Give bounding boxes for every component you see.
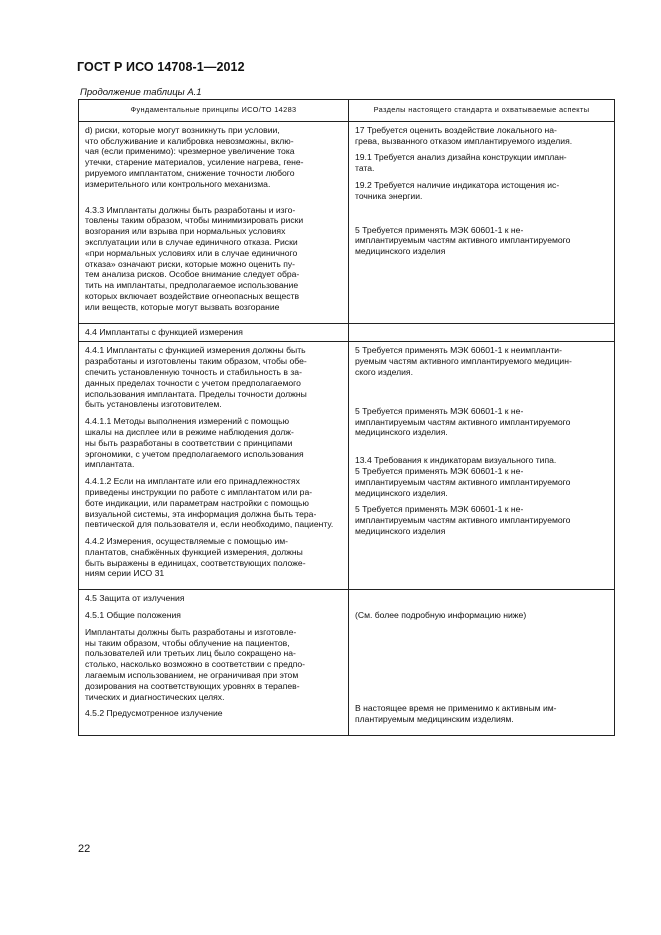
sections-cell	[349, 590, 615, 735]
item-d	[85, 125, 342, 190]
text-line: шкалы на дисплее или в режиме наблюдения долж-	[85, 426, 294, 437]
text-line: 5 Требуется применять МЭК 60601-1 к не-	[355, 224, 524, 235]
text-line: имплантируемым частям активного имплантируемого	[355, 416, 571, 427]
text-line: дозирования на соответствующих уровнях в терапев-	[85, 680, 300, 691]
item-4-5-2: 4.5.2 Предусмотренное излучение	[85, 708, 223, 719]
text-line: использования имплантата. Пределы точности должны	[85, 388, 307, 399]
section-13-4	[355, 455, 608, 498]
text-line: отказа» означают риски, которые можно оценить пу-	[85, 258, 296, 269]
text-line: приведены инструкции по работе с имплантатом или ра-	[85, 486, 313, 497]
text-line: спечить установленную точность и стабильность в за-	[85, 366, 302, 377]
item-4-4-1-1	[85, 416, 342, 470]
table-row	[79, 121, 615, 323]
text-line: точника энергии.	[355, 190, 423, 201]
section-heading-4-4: 4.4 Имплантаты с функцией измерения	[79, 323, 349, 342]
text-line: 4.3.3 Имплантаты должны быть разработаны и изго-	[85, 204, 296, 215]
text-line: 4.4.1 Имплантаты с функцией измерения должны быть	[85, 345, 306, 356]
table-row	[79, 323, 615, 342]
text-line: возгорания или взрыва при нормальных условиях	[85, 226, 286, 237]
text-line: имплантируемым частям активного имплантируемого	[355, 476, 571, 487]
text-line: столько, насколько возможно в соответствии с предпо-	[85, 659, 306, 670]
text-line: грева, вызванного отказом имплантируемого изделия.	[355, 135, 573, 146]
text-line: 19.1 Требуется анализ дизайна конструкции имплан-	[355, 152, 567, 163]
text-line: визуальной системы, эта информация должна быть тера-	[85, 508, 317, 519]
section-17	[355, 125, 608, 147]
text-line: певтической для пользователя и, если необходимо, пациенту.	[85, 519, 334, 530]
section-heading-4-5: 4.5 Защита от излучения	[85, 593, 185, 604]
text-line: имплантируемым частям активного имплантируемого	[355, 235, 571, 246]
text-line: медицинского изделия	[355, 246, 446, 257]
text-line: тить на имплантаты, предполагаемое использование	[85, 280, 299, 291]
principles-cell	[79, 590, 349, 735]
column-header-sections: Разделы настоящего стандарта и охватываемые аспекты	[349, 100, 615, 122]
table-caption: Продолжение таблицы А.1	[80, 87, 202, 98]
column-header-principles: Фундаментальные принципы ИСО/ТО 14283	[79, 100, 349, 122]
text-line: боте индикации, или параметрам настройки с помощью	[85, 497, 309, 508]
text-line: имплантата.	[85, 459, 135, 470]
text-line: медицинского изделия.	[355, 427, 448, 438]
text-line: тических и диагностических целях.	[85, 691, 225, 702]
text-line: что обслуживание и калибровка невозможны, вклю-	[85, 135, 294, 146]
text-line: 17 Требуется оценить воздействие локального на-	[355, 124, 557, 135]
principles-cell	[79, 121, 349, 323]
item-4-4-1-2	[85, 476, 342, 530]
text-line: 4.4.2 Измерения, осуществляемые с помощью им-	[85, 536, 289, 547]
text-line: ны таким образом, чтобы облучение на пациентов,	[85, 637, 290, 648]
text-line: тата.	[355, 163, 375, 174]
text-line: медицинского изделия	[355, 525, 446, 536]
text-line: лагаемым использованием, не ограничивая при этом	[85, 670, 299, 681]
item-4-4-1	[85, 345, 342, 410]
document-header: ГОСТ Р ИСО 14708-1—2012	[77, 60, 245, 74]
text-line: руемым частям активного имплантируемого медицин-	[355, 356, 572, 367]
item-4-4-2	[85, 536, 342, 579]
text-line: рируемого имплантатом, снижение точности любого	[85, 167, 295, 178]
text-line: которых включает воздействие огнеопасных веществ	[85, 290, 300, 301]
standards-table	[78, 99, 615, 736]
text-line: медицинского изделия.	[355, 487, 448, 498]
page-number: 22	[78, 843, 91, 855]
table-row	[79, 590, 615, 735]
text-line: плантатов, снабжённых функцией измерения, должны	[85, 546, 303, 557]
text-line: 4.4.1.2 Если на имплантате или его принадлежностях	[85, 476, 300, 487]
text-line: утечки, старение материалов, усиление нагрева, гене-	[85, 157, 304, 168]
item-4-3-3	[85, 205, 342, 313]
text-line: эргономики, с учетом предполагаемого использования	[85, 448, 304, 459]
text-line: быть установлены изготовителем.	[85, 399, 222, 410]
sections-cell	[349, 342, 615, 590]
table-row	[79, 342, 615, 590]
text-line: товлены таким образом, чтобы минимизировать риски	[85, 215, 304, 226]
text-line: плантируемым медицинским изделиям.	[355, 713, 514, 724]
text-line: Имплантаты должны быть разработаны и изготовле-	[85, 626, 297, 637]
text-line: или веществ, которые могут вызвать возгорание	[85, 301, 280, 312]
text-line: пользователей или третьих лиц было сокращено на-	[85, 648, 296, 659]
section-19-1	[355, 152, 608, 174]
text-line: 4.4.1.1 Методы выполнения измерений с помощью	[85, 416, 290, 427]
text-line: быть выражены в единицах, соответствующих положе-	[85, 557, 306, 568]
section-5-iec	[355, 406, 608, 438]
text-line: чая (если применимо): чрезмерное увеличение тока	[85, 146, 295, 157]
text-line: «при нормальных условиях или в случае единичного	[85, 247, 298, 258]
section-not-applicable	[355, 703, 608, 725]
text-line: тем анализа рисков. Особое внимание следует обра-	[85, 269, 300, 280]
item-4-5-1-body	[85, 627, 342, 703]
section-see-below: (См. более подробную информацию ниже)	[355, 610, 527, 621]
section-5-iec	[355, 504, 608, 536]
text-line: 5 Требуется применять МЭК 60601-1 к не-	[355, 405, 524, 416]
text-line: 5 Требуется применять МЭК 60601-1 к не-	[355, 504, 524, 515]
principles-cell	[79, 342, 349, 590]
text-line: данных пределах точности с учетом предполагаемого	[85, 377, 301, 388]
text-line: 5 Требуется применять МЭК 60601-1 к не-	[355, 465, 524, 476]
text-line: имплантируемым частям активного имплантируемого	[355, 515, 571, 526]
section-19-2	[355, 180, 608, 202]
section-5-iec	[355, 225, 608, 257]
text-line: эксплуатации или в случае единичного отказа. Риски	[85, 236, 298, 247]
text-line: ны быть разработаны в соответствии с принципами	[85, 437, 293, 448]
text-line: разработаны и изготовлены таким образом, чтобы обе-	[85, 356, 307, 367]
sections-cell	[349, 121, 615, 323]
text-line: 13.4 Требования к индикаторам визуального типа.	[355, 455, 557, 466]
text-line: 5 Требуется применять МЭК 60601-1 к неимпланти-	[355, 345, 562, 356]
section-5-iec	[355, 345, 608, 377]
text-line: измерительного или контрольного механизма.	[85, 178, 271, 189]
text-line: ниям серии ИСО 31	[85, 568, 165, 579]
text-line: В настоящее время не применимо к активным им-	[355, 703, 557, 714]
item-4-5-1-title: 4.5.1 Общие положения	[85, 610, 181, 621]
text-line: d) риски, которые могут возникнуть при условии,	[85, 124, 280, 135]
table-header-row	[79, 100, 615, 122]
text-line: 19.2 Требуется наличие индикатора истощения ис-	[355, 179, 560, 190]
text-line: ского изделия.	[355, 366, 413, 377]
